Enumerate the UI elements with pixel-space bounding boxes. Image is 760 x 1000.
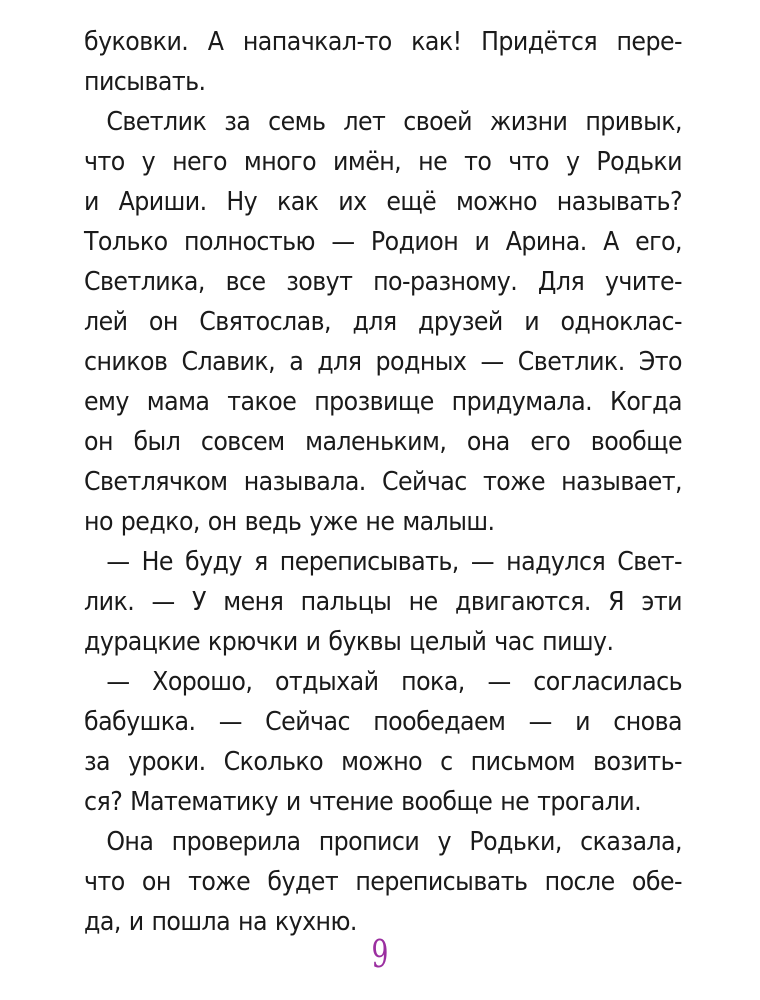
text-line: ся? Математику и чтение вообще не трогали.: [84, 787, 642, 817]
text-line: Она проверила прописи у Родьки, сказала,: [106, 827, 682, 857]
text-line: сников Славик, а для родных — Светлик. Это: [84, 347, 682, 377]
text-line: ему мама такое прозвище придумала. Когда: [84, 387, 682, 417]
text-line: да, и пошла на кухню.: [84, 907, 357, 937]
text-line: но редко, он ведь уже не малыш.: [84, 507, 495, 537]
text-line: писывать.: [84, 67, 206, 97]
text-line: дурацкие крючки и буквы целый час пишу.: [84, 627, 614, 657]
text-line: Светлячком называла. Сейчас тоже называет,: [84, 467, 682, 497]
text-line: и Ариши. Ну как их ещё можно называть?: [84, 187, 682, 217]
text-line: Только полностью — Родион и Арина. А его,: [84, 227, 682, 257]
text-line: за уроки. Сколько можно с письмом возить-: [84, 747, 682, 777]
text-line: лик. — У меня пальцы не двигаются. Я эти: [84, 587, 682, 617]
text-line: что он тоже будет переписывать после обе-: [84, 867, 682, 897]
text-line: он был совсем маленьким, она его вообще: [84, 427, 682, 457]
text-line: бабушка. — Сейчас пообедаем — и снова: [84, 707, 682, 737]
text-line: — Не буду я переписывать, — надулся Свет-: [106, 547, 682, 577]
page-number: 9: [371, 932, 389, 976]
text-line: Светлик за семь лет своей жизни привык,: [106, 107, 682, 137]
text-line: что у него много имён, не то что у Родьки: [84, 147, 682, 177]
page-text: [84, 22, 682, 942]
text-line: буковки. А напачкал-то как! Придётся пере-: [84, 27, 682, 57]
text-line: лей он Святослав, для друзей и одноклас-: [84, 307, 682, 337]
text-line: — Хорошо, отдыхай пока, — согласилась: [106, 667, 682, 697]
text-line: Светлика, все зовут по-разному. Для учите-: [84, 267, 682, 297]
